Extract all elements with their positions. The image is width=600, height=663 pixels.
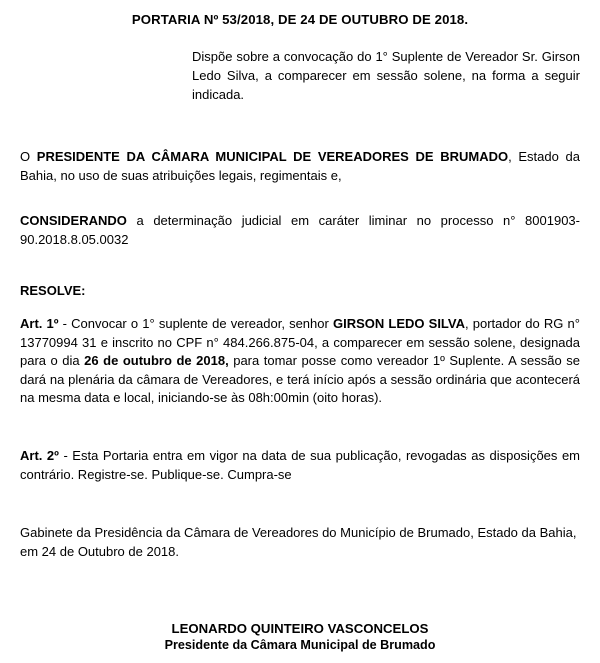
signatory-name: LEONARDO QUINTEIRO VASCONCELOS <box>171 621 429 636</box>
preamble-rest: , Estado da Bahia, no uso de suas atribuições legais, regimentais e, <box>20 149 580 183</box>
preamble-authority: PRESIDENTE DA CÂMARA MUNICIPAL DE VEREADORES DE BRUMADO <box>36 149 509 164</box>
considerando-label: CONSIDERANDO <box>20 213 127 228</box>
article-1-label: Art. 1º <box>20 316 59 331</box>
article-2-paragraph <box>20 447 580 484</box>
article-1-text-part3: para tomar posse como vereador 1º Suplente. A sessão se dará na plenária da câmara de Vereadores, e terá início após a sessão ordinária que acontecerá na mesma data e local, iniciando-se às 08h:00min (oito horas). <box>20 353 580 405</box>
signature-block <box>0 620 600 654</box>
closing-paragraph: Gabinete da Presidência da Câmara de Vereadores do Município de Brumado, Estado da Bahia, em 24 de Outubro de 2018. <box>20 525 577 559</box>
preamble-lead: O <box>20 149 37 164</box>
considerando-text: a determinação judicial em caráter liminar no processo n° 8001903-90.2018.8.05.0032 <box>20 213 580 247</box>
article-1-text-part1: - Convocar o 1° suplente de vereador, senhor <box>58 316 333 331</box>
article-2-text-part1: - Esta Portaria entra em vigor na data de sua publicação, revogadas as disposições em contrário. Registre-se. Publique-se. Cumpra-se <box>20 448 580 482</box>
ementa-paragraph: Dispõe sobre a convocação do 1° Suplente de Vereador Sr. Girson Ledo Silva, a comparecer em sessão solene, na forma a seguir indicada. <box>192 49 580 102</box>
article-1-session-date: 26 de outubro de 2018, <box>84 353 229 368</box>
considerando-paragraph <box>20 212 580 249</box>
article-1-paragraph <box>20 315 580 408</box>
preamble-paragraph <box>20 148 580 185</box>
article-1-person-name: GIRSON LEDO SILVA <box>332 316 465 331</box>
resolve-label: RESOLVE: <box>20 283 86 298</box>
article-1-text-part2: , portador do RG n° 13770994 31 e inscrito no CPF n° 484.266.875-04, a comparecer em sessão solene, designada para o dia <box>20 316 580 368</box>
signatory-role: Presidente da Câmara Municipal de Brumado <box>164 638 436 652</box>
article-2-label: Art. 2º <box>20 448 59 463</box>
page-title: PORTARIA Nº 53/2018, DE 24 DE OUTUBRO DE 2018. <box>131 12 469 27</box>
